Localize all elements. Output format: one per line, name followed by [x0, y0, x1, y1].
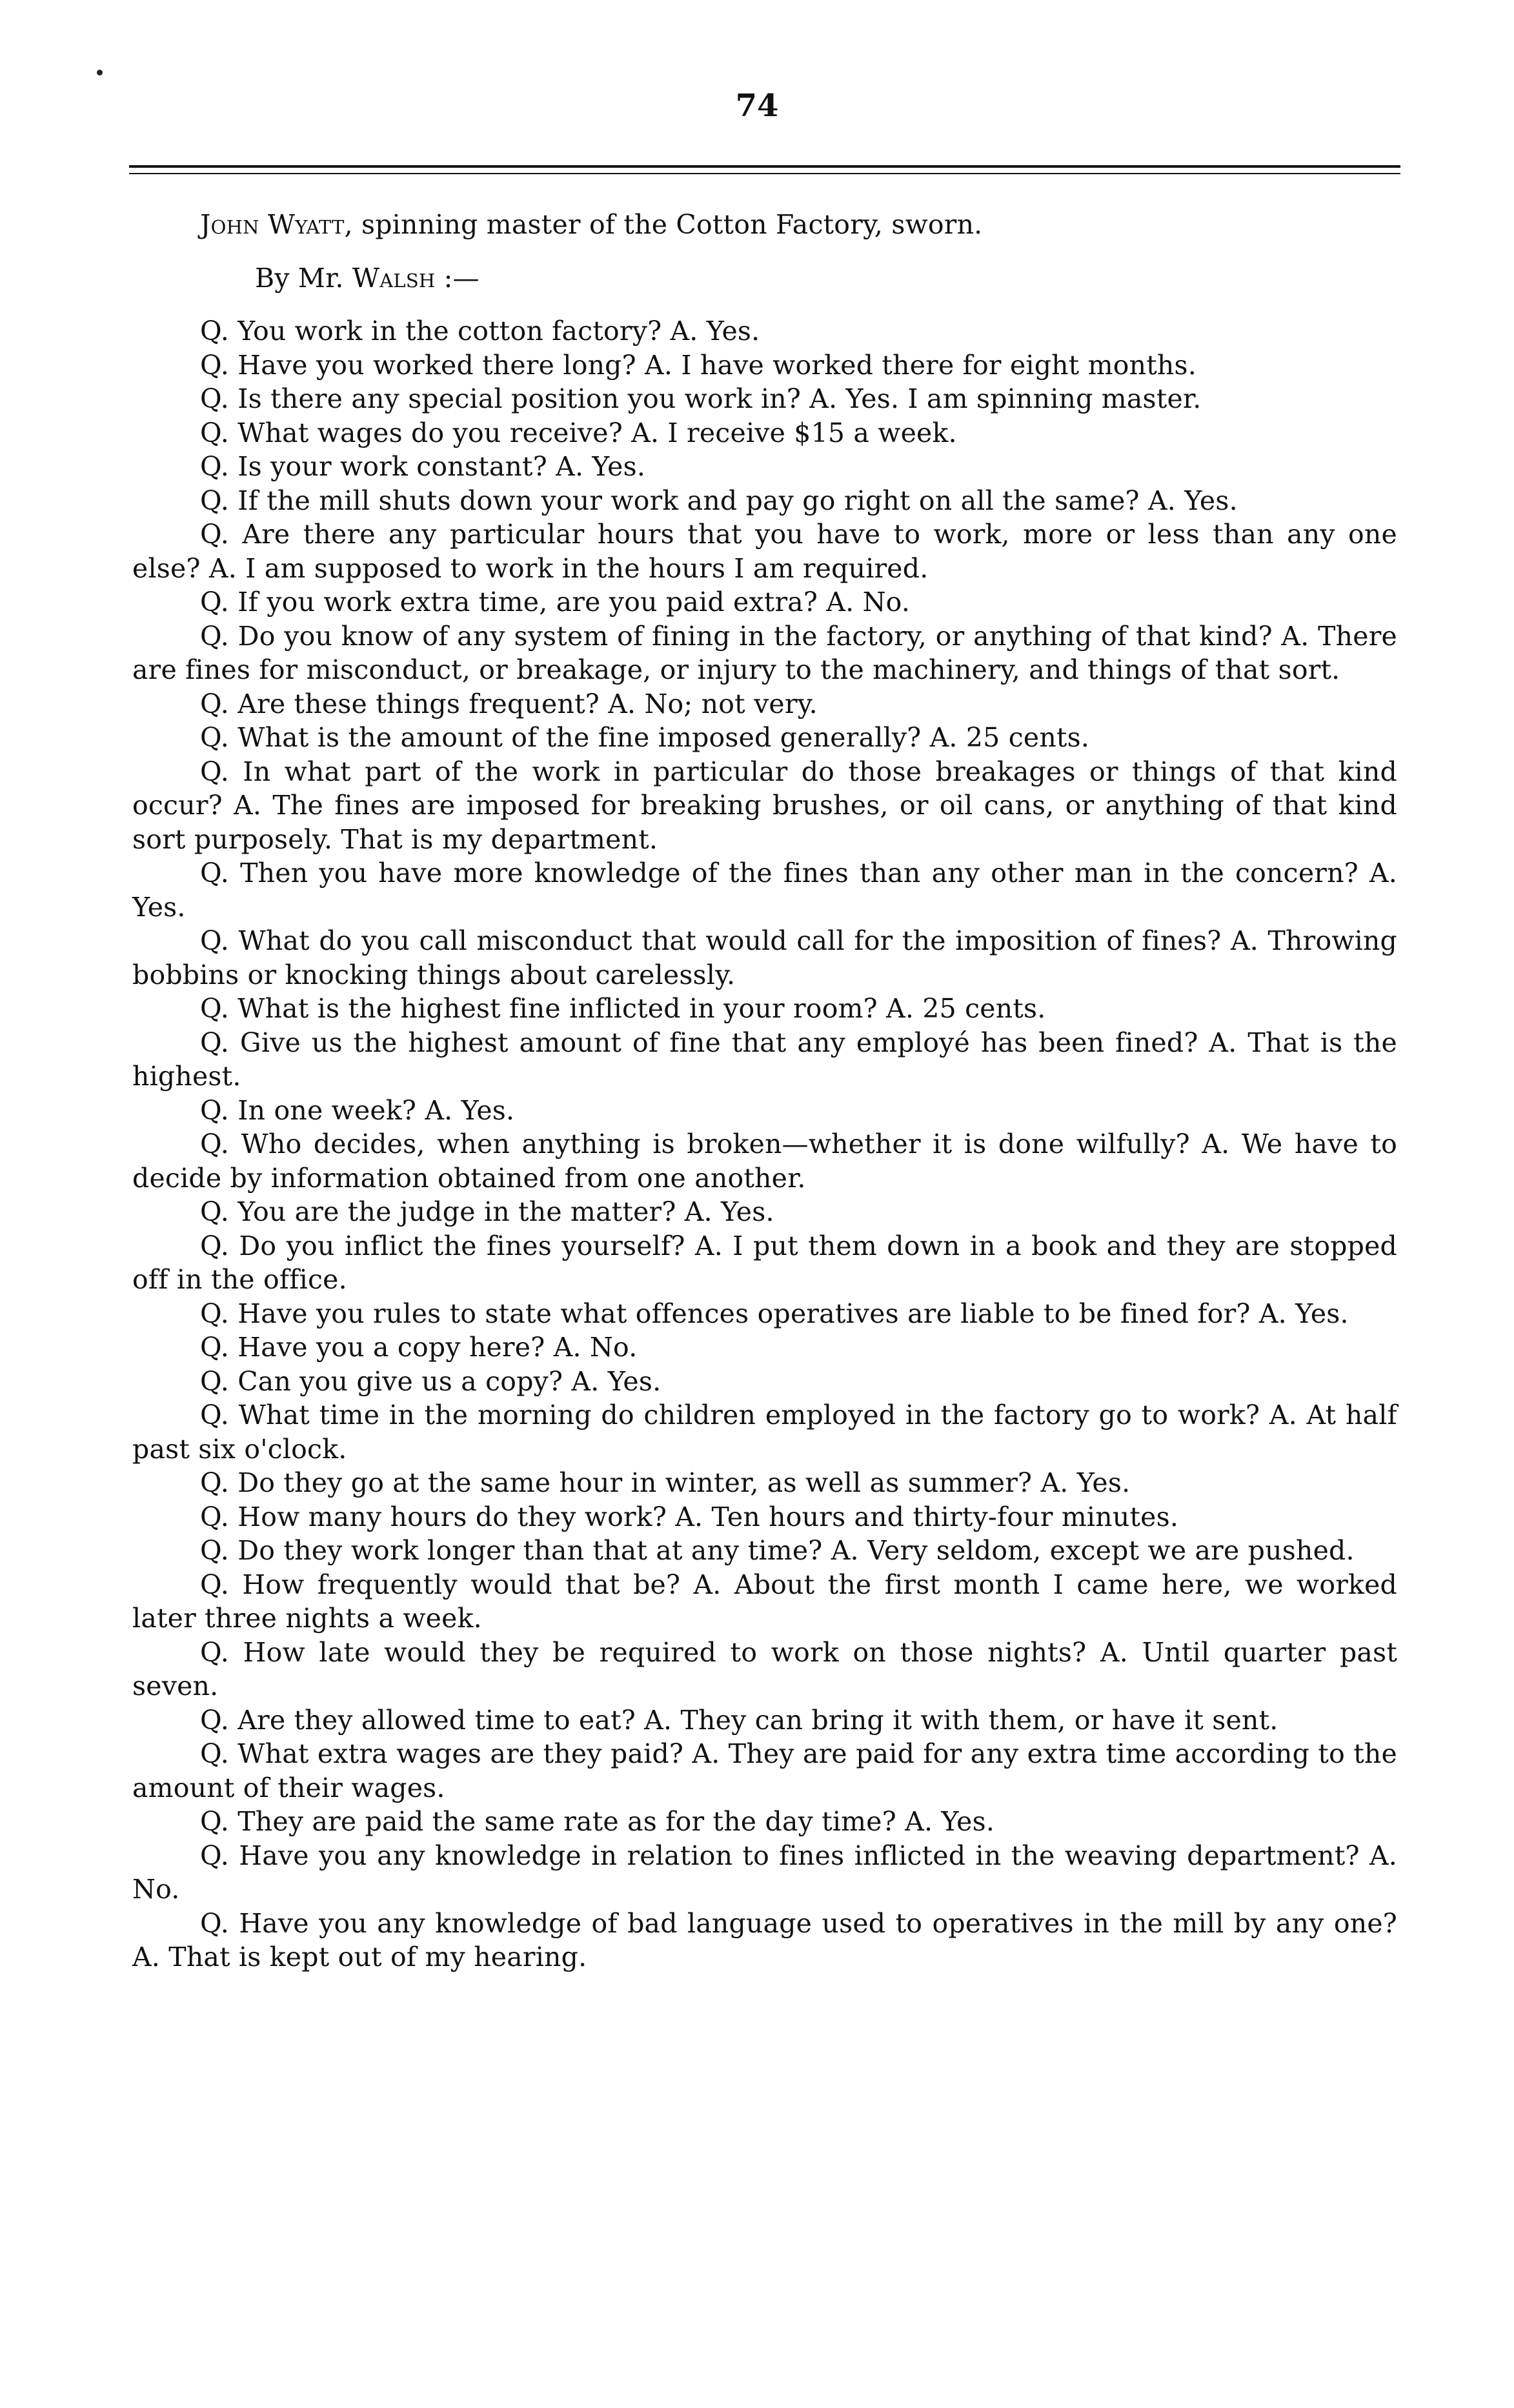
- qa-paragraph: Q. Have you a copy here? A. No.: [200, 1332, 638, 1363]
- qa-paragraph: Q. Do they work longer than that at any time? A. Very seldom, except we are pushed.: [200, 1535, 1355, 1566]
- qa-paragraph: Q. Do you inflict the fines yourself? A. I put them down in a book and they are stopped off in the office.: [132, 1230, 1397, 1295]
- witness-description: , spinning master of the Cotton Factory, sworn.: [344, 209, 983, 240]
- witness-heading: [132, 208, 1397, 242]
- qa-paragraph: Q. Who decides, when anything is broken—whether it is done wilfully? A. We have to decide by information obtained from one another.: [132, 1129, 1397, 1194]
- qa-paragraph: Q. Then you have more knowledge of the fines than any other man in the concern? A. Yes.: [132, 858, 1397, 923]
- qa-paragraph: Q. In what part of the work in particular do those breakages or things of that kind occur? A. The fines are imposed for breaking brushes, or oil cans, or anything of that kind sort purposely. That is my department.: [132, 756, 1397, 855]
- qa-paragraph: Q. You work in the cotton factory? A. Yes.: [200, 316, 760, 346]
- header-rule-thin: [129, 173, 1400, 174]
- page-number: 74: [735, 88, 779, 124]
- witness-name: John Wyatt: [200, 209, 345, 240]
- testimony-body: [132, 208, 1397, 1974]
- stray-ink-dot: [97, 70, 103, 75]
- qa-paragraph: Q. Do you know of any system of fining in the factory, or anything of that kind? A. There are fines for misconduct, or breakage, or injury to the machinery, and things of that sort.: [132, 620, 1397, 685]
- qa-paragraph: Q. Are these things frequent? A. No; not very.: [200, 688, 818, 719]
- qa-paragraph: Q. If the mill shuts down your work and pay go right on all the same? A. Yes.: [200, 485, 1238, 516]
- qa-paragraph: Q. What wages do you receive? A. I receive $15 a week.: [200, 417, 957, 448]
- qa-paragraph: Q. What is the highest fine inflicted in your room? A. 25 cents.: [200, 993, 1046, 1024]
- qa-paragraph: Q. They are paid the same rate as for the day time? A. Yes.: [200, 1806, 995, 1837]
- examiner-suffix: :—: [435, 262, 479, 294]
- qa-paragraph: Q. Is there any special position you work in? A. Yes. I am spinning master.: [200, 383, 1202, 414]
- qa-paragraph: Q. Can you give us a copy? A. Yes.: [200, 1365, 661, 1397]
- qa-paragraph: Q. How many hours do they work? A. Ten hours and thirty-four minutes.: [200, 1501, 1179, 1532]
- qa-paragraph: Q. Have you worked there long? A. I have worked there for eight months.: [200, 349, 1197, 381]
- qa-paragraph: Q. How frequently would that be? A. About the first month I came here, we worked later three nights a week.: [132, 1569, 1397, 1634]
- qa-paragraph: Q. In one week? A. Yes.: [200, 1094, 515, 1126]
- qa-paragraph: Q. Is your work constant? A. Yes.: [200, 451, 646, 482]
- qa-paragraph: Q. Have you any knowledge of bad language used to operatives in the mill by any one? A. That is kept out of my hearing.: [132, 1907, 1397, 1972]
- qa-paragraph: Q. What do you call misconduct that would call for the imposition of fines? A. Throwing bobbins or knocking things about carelessly.: [132, 925, 1397, 990]
- qa-paragraph: Q. Give us the highest amount of fine that any employé has been fined? A. That is the highest.: [132, 1027, 1397, 1092]
- qa-paragraph: Q. Are there any particular hours that you have to work, more or less than any one else? A. I am supposed to work in the hours I am required.: [132, 519, 1397, 584]
- qa-paragraph: Q. How late would they be required to work on those nights? A. Until quarter past seven.: [132, 1636, 1397, 1701]
- examiner-prefix: By Mr.: [255, 262, 352, 294]
- qa-paragraph: Q. Are they allowed time to eat? A. They can bring it with them, or have it sent.: [200, 1704, 1278, 1736]
- qa-paragraph: Q. If you work extra time, are you paid extra? A. No.: [200, 587, 911, 617]
- qa-paragraph: Q. Have you rules to state what offences operatives are liable to be fined for? A. Yes.: [200, 1298, 1349, 1329]
- examiner-name: Walsh: [352, 262, 436, 294]
- qa-paragraph: Q. Have you any knowledge in relation to fines inflicted in the weaving department? A. No.: [132, 1840, 1397, 1905]
- header-rule-thick: [129, 165, 1400, 168]
- examiner-byline: [132, 261, 1397, 296]
- qa-paragraph: Q. What time in the morning do children employed in the factory go to work? A. At half past six o'clock.: [132, 1400, 1397, 1465]
- qa-paragraph: Q. You are the judge in the matter? A. Yes.: [200, 1196, 774, 1227]
- qa-paragraph: Q. What extra wages are they paid? A. They are paid for any extra time according to the amount of their wages.: [132, 1738, 1397, 1803]
- qa-paragraph: Q. Do they go at the same hour in winter, as well as summer? A. Yes.: [200, 1467, 1131, 1498]
- qa-paragraph: Q. What is the amount of the fine imposed generally? A. 25 cents.: [200, 722, 1090, 753]
